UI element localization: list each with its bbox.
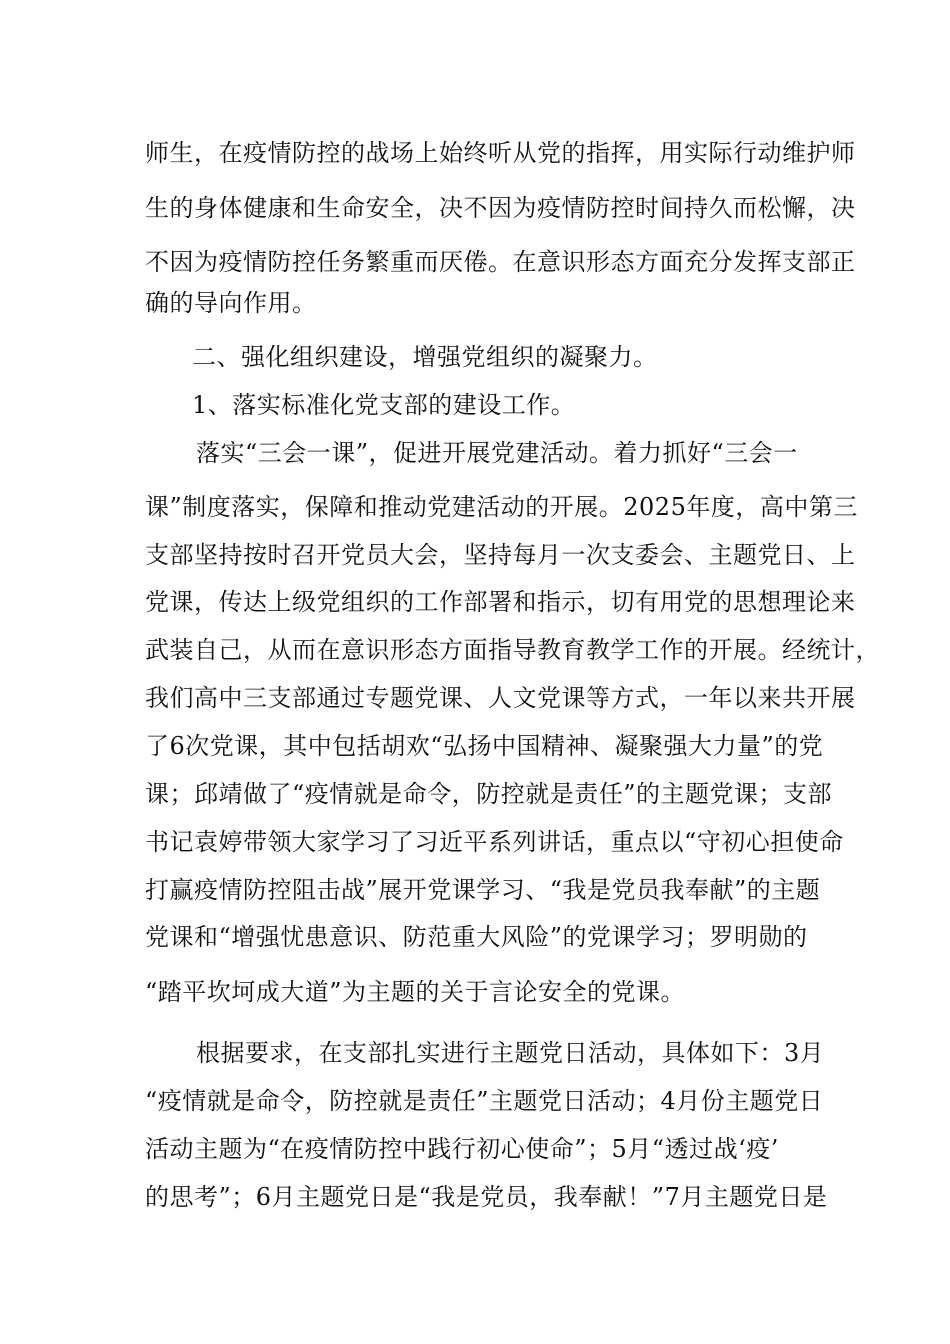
subsection-heading: 1、落实标准化党支部的建设工作。 (192, 391, 576, 419)
text-line: 打赢疫情防控阻击战”展开党课学习、“我是党员我奉献”的主题 (145, 876, 821, 904)
text-line: 课；邱靖做了“疫情就是命令，防控就是责任”的主题党课；支部 (145, 780, 833, 808)
text-line: 武装自己，从而在意识形态方面指导教育教学工作的开展。经统计， (145, 636, 880, 664)
section-heading: 二、强化组织建设，增强党组织的凝聚力。 (192, 343, 658, 371)
text-line: 党课和“增强忧患意识、防范重大风险”的党课学习；罗明勋的 (145, 923, 808, 951)
text-line: 支部坚持按时召开党员大会，坚持每月一次支委会、主题党日、上 (145, 541, 856, 569)
text-line: 课”制度落实，保障和推动党建活动的开展。2025年度，高中第三 (145, 493, 858, 521)
text-line: 党课，传达上级党组织的工作部署和指示，切有用党的思想理论来 (145, 588, 856, 616)
text-line: 确的导向作用。 (145, 289, 317, 317)
text-line: 师生，在疫情防控的战场上始终听从党的指挥，用实际行动维护师 (145, 139, 856, 167)
text-line: 了6次党课，其中包括胡欢“弘扬中国精神、凝聚强大力量”的党 (145, 732, 824, 760)
text-line: 我们高中三支部通过专题党课、人文党课等方式，一年以来共开展 (145, 684, 856, 712)
text-line: 书记袁婷带领大家学习了习近平系列讲话，重点以“守初心担使命 (145, 828, 844, 856)
text-line: 活动主题为“在疫情防控中践行初心使命”；5月“透过战‘疫’ (145, 1135, 779, 1163)
text-line: 的思考”；6月主题党日是“我是党员，我奉献！”7月主题党日是 (145, 1183, 828, 1211)
text-line: 落实“三会一课”，促进开展党建活动。着力抓好“三会一 (196, 439, 798, 467)
text-line: “踏平坎坷成大道”为主题的关于言论安全的党课。 (145, 978, 686, 1006)
text-line: 不因为疫情防控任务繁重而厌倦。在意识形态方面充分发挥支部正 (145, 248, 856, 276)
text-line: 根据要求，在支部扎实进行主题党日活动，具体如下：3月 (196, 1039, 825, 1067)
text-line: “疫情就是命令，防控就是责任”主题党日活动；4月份主题党日 (145, 1087, 824, 1115)
text-line: 生的身体健康和生命安全，决不因为疫情防控时间持久而松懈，决 (145, 194, 856, 222)
